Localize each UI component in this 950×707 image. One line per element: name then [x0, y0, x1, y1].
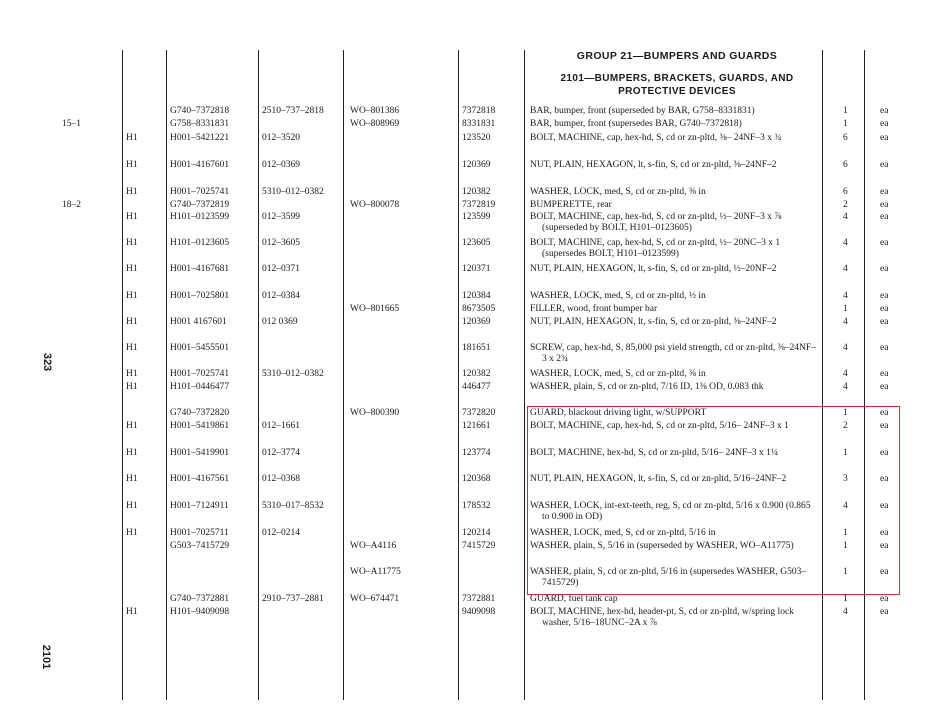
quantity: 4: [843, 212, 848, 222]
fscm-part: H001–7025741: [170, 369, 230, 379]
unit-of-measure: ea: [880, 106, 889, 116]
part-number: 120382: [462, 187, 491, 197]
description: NUT, PLAIN, HEXAGON, lt, s-fin, S, cd or zn-pltd, ⅜–24NF–2: [530, 160, 777, 170]
subgroup-title-line1: 2101—BUMPERS, BRACKETS, GUARDS, AND: [560, 73, 794, 84]
part-number: 120371: [462, 264, 491, 274]
description: WASHER, LOCK, med, S, cd or zn-pltd, ½ in: [530, 291, 706, 301]
description: NUT, PLAIN, HEXAGON, lt, s-fin, S, cd or zn-pltd, ⅜–24NF–2: [530, 317, 777, 327]
quantity: 1: [843, 408, 848, 418]
unit-of-measure: ea: [880, 382, 889, 392]
description: WASHER, LOCK, med, S, cd or zn-pltd, 5/16 in: [530, 528, 716, 538]
stock-number: 2510–737–2818: [262, 106, 324, 116]
description: BOLT, MACHINE, hex-hd, S, cd or zn-pltd, 5/16– 24NF–3 x 1¼: [530, 448, 779, 458]
description: GUARD, fuel tank cap: [530, 594, 618, 604]
fscm-part: H001 4167601: [170, 317, 227, 327]
stock-number: 012–3774: [262, 448, 300, 458]
fscm-part: H001–4167561: [170, 474, 230, 484]
unit-of-measure: ea: [880, 607, 889, 617]
unit-of-measure: ea: [880, 187, 889, 197]
smr-code: H1: [126, 343, 138, 353]
quantity: 4: [843, 238, 848, 248]
reference-number: WO–800390: [350, 408, 400, 418]
highlight-box: [527, 406, 900, 595]
group-title: GROUP 21—BUMPERS AND GUARDS: [576, 50, 778, 62]
unit-of-measure: ea: [880, 343, 889, 353]
part-number: 7415729: [462, 541, 496, 551]
page-number: 323: [41, 352, 54, 372]
description: BOLT, MACHINE, cap, hex-hd, S, cd or zn-pltd, 5/16– 24NF–3 x 1: [530, 421, 789, 431]
unit-of-measure: ea: [880, 200, 889, 210]
unit-of-measure: ea: [880, 474, 889, 484]
part-number: 120368: [462, 474, 491, 484]
stock-number: 012 0369: [262, 317, 298, 327]
stock-number: 012–0369: [262, 160, 300, 170]
part-number: 123774: [462, 448, 491, 458]
smr-code: H1: [126, 264, 138, 274]
unit-of-measure: ea: [880, 408, 889, 418]
stock-number: 012–0371: [262, 264, 300, 274]
stock-number: 012–1661: [262, 421, 300, 431]
smr-code: H1: [126, 187, 138, 197]
reference-number: WO–801665: [350, 304, 400, 314]
unit-of-measure: ea: [880, 421, 889, 431]
part-number: 7372819: [462, 200, 496, 210]
smr-code: H1: [126, 501, 138, 511]
fscm-part: H001–4167601: [170, 160, 230, 170]
quantity: 4: [843, 382, 848, 392]
description: SCREW, cap, hex-hd, S, 85,000 psi yield strength, cd or zn-pltd, ⅜–24NF–3 x 2¾: [530, 343, 816, 364]
quantity: 3: [843, 474, 848, 484]
fscm-part: H001–5419861: [170, 421, 230, 431]
part-number: 178532: [462, 501, 491, 511]
quantity: 1: [843, 567, 848, 577]
stock-number: 012–0214: [262, 528, 300, 538]
part-number: 446477: [462, 382, 491, 392]
quantity: 1: [843, 528, 848, 538]
quantity: 4: [843, 291, 848, 301]
fscm-part: H001–5421221: [170, 133, 230, 143]
figure-item: 18–2: [62, 200, 81, 210]
fscm-part: H001–7025711: [170, 528, 229, 538]
part-number: 8673505: [462, 304, 496, 314]
description: NUT, PLAIN, HEXAGON, lt, s-fin, S, cd or zn-pltd, 5/16–24NF–2: [530, 474, 787, 484]
quantity: 1: [843, 304, 848, 314]
stock-number: 5310–017–8532: [262, 501, 324, 511]
part-number: 7372818: [462, 106, 496, 116]
fscm-part: G740–7372820: [170, 408, 230, 418]
smr-code: H1: [126, 317, 138, 327]
quantity: 4: [843, 343, 848, 353]
quantity: 1: [843, 594, 848, 604]
smr-code: H1: [126, 607, 138, 617]
fscm-part: H001–7025741: [170, 187, 230, 197]
smr-code: H1: [126, 528, 138, 538]
unit-of-measure: ea: [880, 567, 889, 577]
part-number: 8331831: [462, 119, 496, 129]
reference-number: WO–808969: [350, 119, 400, 129]
description: WASHER, LOCK, int-ext-teeth, reg, S, cd or zn-pltd, 5/16 x 0.900 (0.865 to 0.900 in OD): [530, 501, 811, 522]
fscm-part: H001–7025801: [170, 291, 230, 301]
smr-code: H1: [126, 369, 138, 379]
fscm-part: G740–7372819: [170, 200, 230, 210]
part-number: 123520: [462, 133, 491, 143]
quantity: 1: [843, 119, 848, 129]
description: GUARD, blackout driving light, w/SUPPORT: [530, 408, 707, 418]
description: WASHER, plain, S, cd or zn-pltd, 7/16 ID, 1⅜ OD, 0.083 thk: [530, 382, 764, 392]
reference-number: WO–A11775: [350, 567, 401, 577]
unit-of-measure: ea: [880, 304, 889, 314]
fscm-part: G740–7372881: [170, 594, 230, 604]
quantity: 1: [843, 448, 848, 458]
quantity: 2: [843, 421, 848, 431]
description: FILLER, wood, front bumper bar: [530, 304, 658, 314]
description: BUMPERETTE, rear: [530, 200, 612, 210]
fscm-part: G740–7372818: [170, 106, 230, 116]
description: BOLT, MACHINE, cap, hex-hd, S, cd or zn-pltd, ½– 20NC–3 x 1 (supersedes BOLT, H101–0123599): [530, 238, 781, 259]
smr-code: H1: [126, 421, 138, 431]
part-number: 120369: [462, 160, 491, 170]
unit-of-measure: ea: [880, 448, 889, 458]
fscm-part: G758–8331831: [170, 119, 230, 129]
quantity: 4: [843, 317, 848, 327]
stock-number: 5310–012–0382: [262, 187, 324, 197]
quantity: 4: [843, 607, 848, 617]
description: BOLT, MACHINE, cap, hex-hd, S, cd or zn-pltd, ½– 20NF–3 x ⅞ (superseded by BOLT, H101–0123605): [530, 212, 782, 233]
quantity: 1: [843, 106, 848, 116]
quantity: 4: [843, 501, 848, 511]
part-number: 123599: [462, 212, 491, 222]
unit-of-measure: ea: [880, 160, 889, 170]
description: WASHER, plain, S, cd or zn-pltd, 5/16 in (supersedes WASHER, G503–7415729): [530, 567, 807, 588]
description: BAR, bumper, front (superseded by BAR, G758–8331831): [530, 106, 755, 116]
fscm-part: H101–9409098: [170, 607, 230, 617]
part-number: 7372820: [462, 408, 496, 418]
stock-number: 5310–012–0382: [262, 369, 324, 379]
unit-of-measure: ea: [880, 501, 889, 511]
unit-of-measure: ea: [880, 528, 889, 538]
unit-of-measure: ea: [880, 238, 889, 248]
description: BOLT, MACHINE, hex-hd, header-pt, S, cd or zn-pltd, w/spring lock washer, 5/16–18UNC–2A x ⅞: [530, 607, 794, 628]
part-number: 120382: [462, 369, 491, 379]
stock-number: 012–0384: [262, 291, 300, 301]
quantity: 6: [843, 187, 848, 197]
smr-code: H1: [126, 238, 138, 248]
fscm-part: H001–7124911: [170, 501, 229, 511]
fscm-part: H101–0123599: [170, 212, 230, 222]
figure-item: 15–1: [62, 119, 81, 129]
unit-of-measure: ea: [880, 541, 889, 551]
description: NUT, PLAIN, HEXAGON, lt, s-fin, S, cd or zn-pltd, ½–20NF–2: [530, 264, 777, 274]
part-number: 7372881: [462, 594, 496, 604]
fscm-part: H001–5419901: [170, 448, 230, 458]
quantity: 2: [843, 200, 848, 210]
subgroup-title-line2: PROTECTIVE DEVICES: [618, 86, 736, 97]
smr-code: H1: [126, 291, 138, 301]
unit-of-measure: ea: [880, 291, 889, 301]
stock-number: 012–3599: [262, 212, 300, 222]
stock-number: 2910–737–2881: [262, 594, 324, 604]
quantity: 6: [843, 160, 848, 170]
stock-number: 012–3605: [262, 238, 300, 248]
unit-of-measure: ea: [880, 369, 889, 379]
fscm-part: H001–4167681: [170, 264, 230, 274]
group-number: 2101: [40, 644, 53, 670]
description: WASHER, LOCK, med, S, cd or zn-pltd, ⅜ in: [530, 187, 706, 197]
part-number: 120214: [462, 528, 491, 538]
quantity: 1: [843, 541, 848, 551]
unit-of-measure: ea: [880, 264, 889, 274]
stock-number: 012–3520: [262, 133, 300, 143]
fscm-part: H001–5455501: [170, 343, 230, 353]
part-number: 120369: [462, 317, 491, 327]
fscm-part: H101–0446477: [170, 382, 230, 392]
smr-code: H1: [126, 474, 138, 484]
description: BOLT, MACHINE, cap, hex-hd, S, cd or zn-pltd, ⅜– 24NF–3 x ¾: [530, 133, 782, 143]
quantity: 4: [843, 264, 848, 274]
unit-of-measure: ea: [880, 133, 889, 143]
reference-number: WO–800078: [350, 200, 400, 210]
description: BAR, bumper, front (supersedes BAR, G740–7372818): [530, 119, 742, 129]
part-number: 123605: [462, 238, 491, 248]
smr-code: H1: [126, 133, 138, 143]
part-number: 121661: [462, 421, 491, 431]
reference-number: WO–801386: [350, 106, 400, 116]
part-number: 181651: [462, 343, 491, 353]
smr-code: H1: [126, 448, 138, 458]
unit-of-measure: ea: [880, 212, 889, 222]
quantity: 4: [843, 369, 848, 379]
part-number: 9409098: [462, 607, 496, 617]
description: WASHER, LOCK, med, S, cd or zn-pltd, ⅜ in: [530, 369, 706, 379]
reference-number: WO–A4116: [350, 541, 397, 551]
fscm-part: H101–0123605: [170, 238, 230, 248]
description: WASHER, plain, S, 5/16 in (superseded by WASHER, WO–A11775): [530, 541, 794, 551]
smr-code: H1: [126, 212, 138, 222]
unit-of-measure: ea: [880, 119, 889, 129]
fscm-part: G503–7415729: [170, 541, 230, 551]
smr-code: H1: [126, 382, 138, 392]
quantity: 6: [843, 133, 848, 143]
stock-number: 012–0368: [262, 474, 300, 484]
reference-number: WO–674471: [350, 594, 400, 604]
smr-code: H1: [126, 160, 138, 170]
part-number: 120384: [462, 291, 491, 301]
unit-of-measure: ea: [880, 317, 889, 327]
unit-of-measure: ea: [880, 594, 889, 604]
